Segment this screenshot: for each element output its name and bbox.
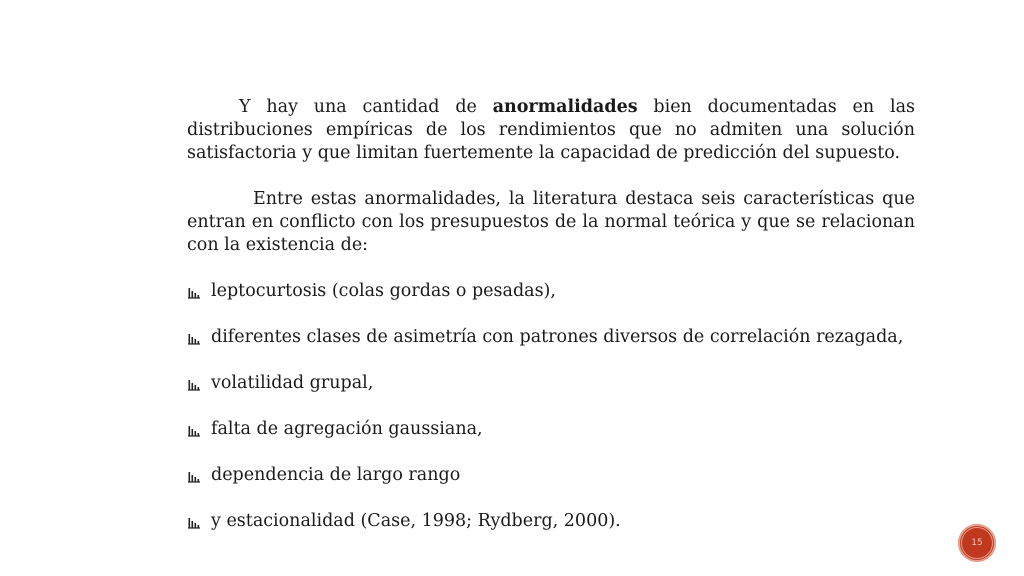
list-item-text: falta de agregación gaussiana, (211, 419, 483, 439)
list-item (187, 510, 915, 533)
bar-chart-icon (187, 377, 201, 391)
bar-chart-icon (187, 285, 201, 299)
slide-content (187, 96, 915, 533)
paragraph1-text-end: bien documentadas en las distribuciones empíricas de los rendimientos que no admiten una solución satisfactoria y que limitan fuertemente la capacidad de predicción del supuesto. (187, 97, 915, 163)
bar-chart-icon (187, 331, 201, 345)
list-item (187, 326, 915, 349)
bar-chart-icon (187, 423, 201, 437)
list-item-text: leptocurtosis (colas gordas o pesadas), (211, 281, 556, 301)
anomaly-list (187, 280, 915, 533)
slide-number-badge (958, 524, 996, 562)
paragraph-caracteristicas: Entre estas anormalidades, la literatura destaca seis características que entran en conflicto con los presupuestos de la normal teórica y que se relacionan con la existencia de: (187, 189, 915, 255)
list-item (187, 280, 915, 303)
list-item-text: y estacionalidad (Case, 1998; Rydberg, 2000). (211, 511, 621, 531)
badge-ring (961, 527, 993, 559)
slide-number: 15 (971, 538, 983, 548)
paragraph1-bold-term: anormalidades (492, 97, 638, 117)
list-item-text: dependencia de largo rango (211, 465, 461, 485)
list-item (187, 418, 915, 441)
paragraph-anormalidades (187, 96, 915, 165)
list-item-text: diferentes clases de asimetría con patrones diversos de correlación rezagada, (211, 327, 904, 347)
bar-chart-icon (187, 469, 201, 483)
list-item-text: volatilidad grupal, (211, 373, 374, 393)
bar-chart-icon (187, 515, 201, 529)
list-item (187, 372, 915, 395)
list-item (187, 464, 915, 487)
paragraph1-text-start: Y hay una cantidad de (239, 97, 493, 117)
